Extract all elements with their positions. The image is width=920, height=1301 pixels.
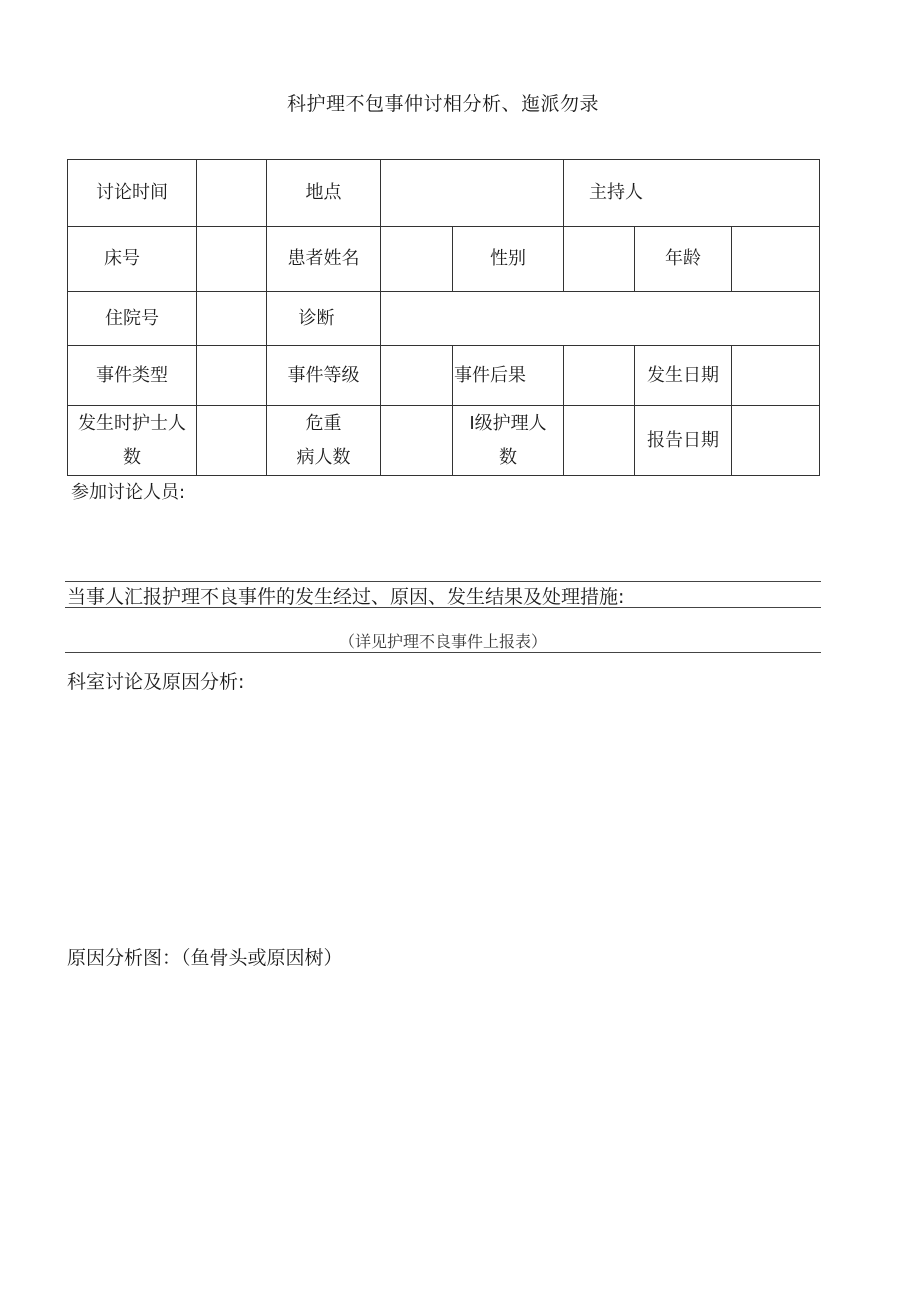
critical-patients-label-line1: 危重: [305, 412, 342, 434]
event-type-field[interactable]: [197, 346, 267, 406]
location-label: 地点: [267, 160, 381, 227]
table-row: [68, 160, 820, 227]
event-type-label: 事件类型: [68, 346, 197, 406]
event-consequence-field[interactable]: [564, 346, 635, 406]
divider: [65, 652, 821, 653]
diagnosis-field[interactable]: [381, 292, 820, 346]
discussion-analysis-label: 科室讨论及原因分析:: [67, 671, 245, 693]
diagnosis-label: 诊断: [267, 292, 381, 346]
critical-patients-field[interactable]: [381, 406, 453, 476]
gender-label: 性别: [453, 227, 564, 292]
table-row: [68, 406, 820, 476]
nurses-count-label-line1: 发生时护士人: [78, 412, 186, 434]
incident-report-label: 当事人汇报护理不良事件的发生经过、原因、发生结果及处理措施:: [67, 586, 625, 608]
page-title: 科护理不包事仲讨相分析、迤派勿录: [286, 93, 599, 115]
discussion-time-field[interactable]: [197, 160, 267, 227]
cause-diagram-label: 原因分析图：（鱼骨头或原因树）: [67, 947, 343, 969]
level1-care-label-line1: Ⅰ级护理人: [469, 412, 547, 434]
occurrence-date-field[interactable]: [732, 346, 820, 406]
level1-care-label: [453, 406, 564, 476]
level1-care-field[interactable]: [564, 406, 635, 476]
location-field[interactable]: [381, 160, 564, 227]
patient-name-field[interactable]: [381, 227, 453, 292]
report-reference-note: （详见护理不良事件上报表）: [338, 632, 547, 651]
admission-number-label: 住院号: [68, 292, 197, 346]
level1-care-label-line2: 数: [499, 446, 517, 468]
bed-field[interactable]: [197, 227, 267, 292]
gender-field[interactable]: [564, 227, 635, 292]
critical-patients-label-line2: 病人数: [296, 446, 351, 468]
event-level-label: 事件等级: [267, 346, 381, 406]
participants-label: 参加讨论人员:: [71, 482, 186, 503]
table-row: [68, 346, 820, 406]
table-row: [68, 292, 820, 346]
nurses-count-label: [68, 406, 197, 476]
occurrence-date-label: 发生日期: [635, 346, 732, 406]
patient-name-label: 患者姓名: [267, 227, 381, 292]
admission-number-field[interactable]: [197, 292, 267, 346]
age-label: 年龄: [635, 227, 732, 292]
divider: [65, 607, 821, 608]
nurses-count-field[interactable]: [197, 406, 267, 476]
host-label: 主持人: [564, 160, 820, 227]
event-consequence-label: 事件后果: [453, 346, 564, 406]
report-date-field[interactable]: [732, 406, 820, 476]
event-level-field[interactable]: [381, 346, 453, 406]
report-date-label: 报告日期: [635, 406, 732, 476]
nurses-count-label-line2: 数: [123, 446, 141, 468]
bed-label: 床号: [68, 227, 197, 292]
age-field[interactable]: [732, 227, 820, 292]
event-info-table: [67, 159, 820, 476]
table-row: [68, 227, 820, 292]
discussion-time-label: 讨论时间: [68, 160, 197, 227]
critical-patients-label: [267, 406, 381, 476]
